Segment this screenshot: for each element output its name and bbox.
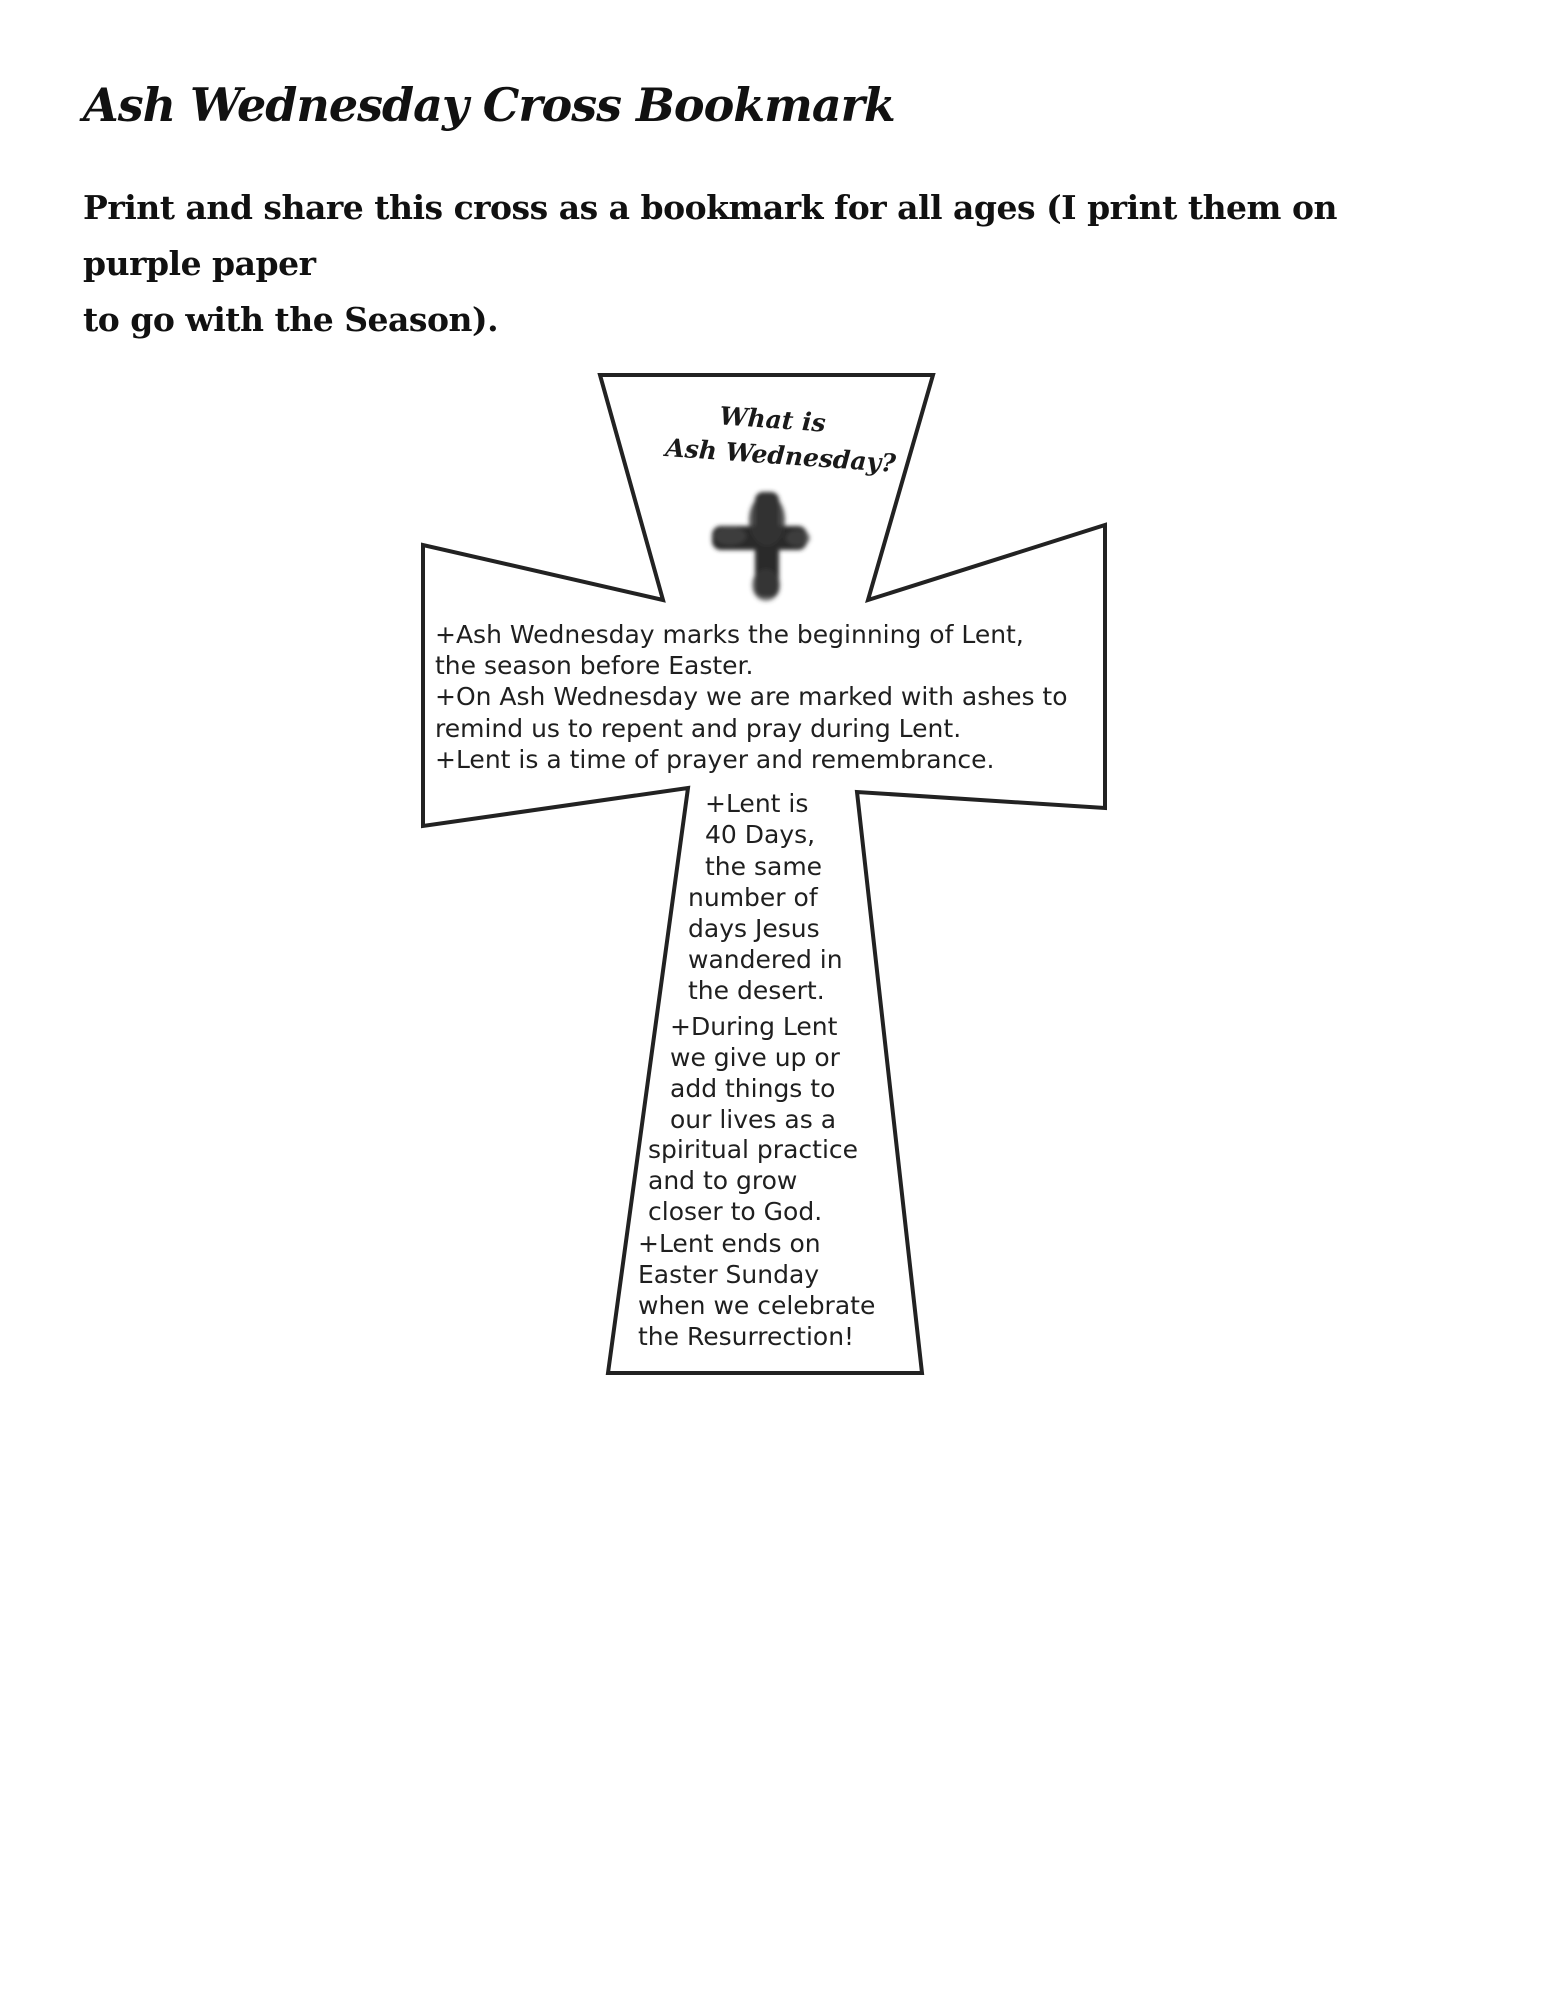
bookmark-heading-line-2: Ash Wednesday? xyxy=(664,433,897,479)
crossbar-line: remind us to repent and pray during Lent. xyxy=(435,714,962,743)
intro-line-2: to go with the Season). xyxy=(83,300,499,339)
stem-line: we give up or xyxy=(670,1043,840,1072)
stem-line: +Lent ends on xyxy=(638,1229,821,1258)
stem-line: wandered in xyxy=(688,945,843,974)
intro-line-1: Print and share this cross as a bookmark for all ages (I print them on purple paper xyxy=(83,188,1337,283)
stem-line: the Resurrection! xyxy=(638,1322,855,1351)
stem-line: Easter Sunday xyxy=(638,1260,820,1289)
crossbar-line: +Lent is a time of prayer and remembrance. xyxy=(435,745,995,774)
stem-line: +During Lent xyxy=(670,1012,838,1041)
stem-line: number of xyxy=(688,883,818,912)
bookmark-heading-line-1: What is xyxy=(718,401,827,438)
page-title: Ash Wednesday Cross Bookmark xyxy=(83,78,895,132)
stem-line: add things to xyxy=(670,1074,836,1103)
stem-line: days Jesus xyxy=(688,914,820,943)
stem-line: spiritual practice xyxy=(648,1135,859,1164)
stem-line: our lives as a xyxy=(670,1105,837,1134)
stem-line: when we celebrate xyxy=(638,1291,876,1320)
stem-line: and to grow xyxy=(648,1166,798,1195)
stem-line: +Lent is xyxy=(705,789,809,818)
stem-line: closer to God. xyxy=(648,1197,823,1226)
crossbar-text xyxy=(435,620,1068,774)
crossbar-line: +Ash Wednesday marks the beginning of Lent, xyxy=(435,620,1024,649)
stem-line: the same xyxy=(705,852,823,881)
crossbar-line: +On Ash Wednesday we are marked with ashes to xyxy=(435,682,1068,711)
crossbar-line: the season before Easter. xyxy=(435,651,754,680)
stem-line: the desert. xyxy=(688,976,825,1005)
stem-line: 40 Days, xyxy=(705,820,816,849)
